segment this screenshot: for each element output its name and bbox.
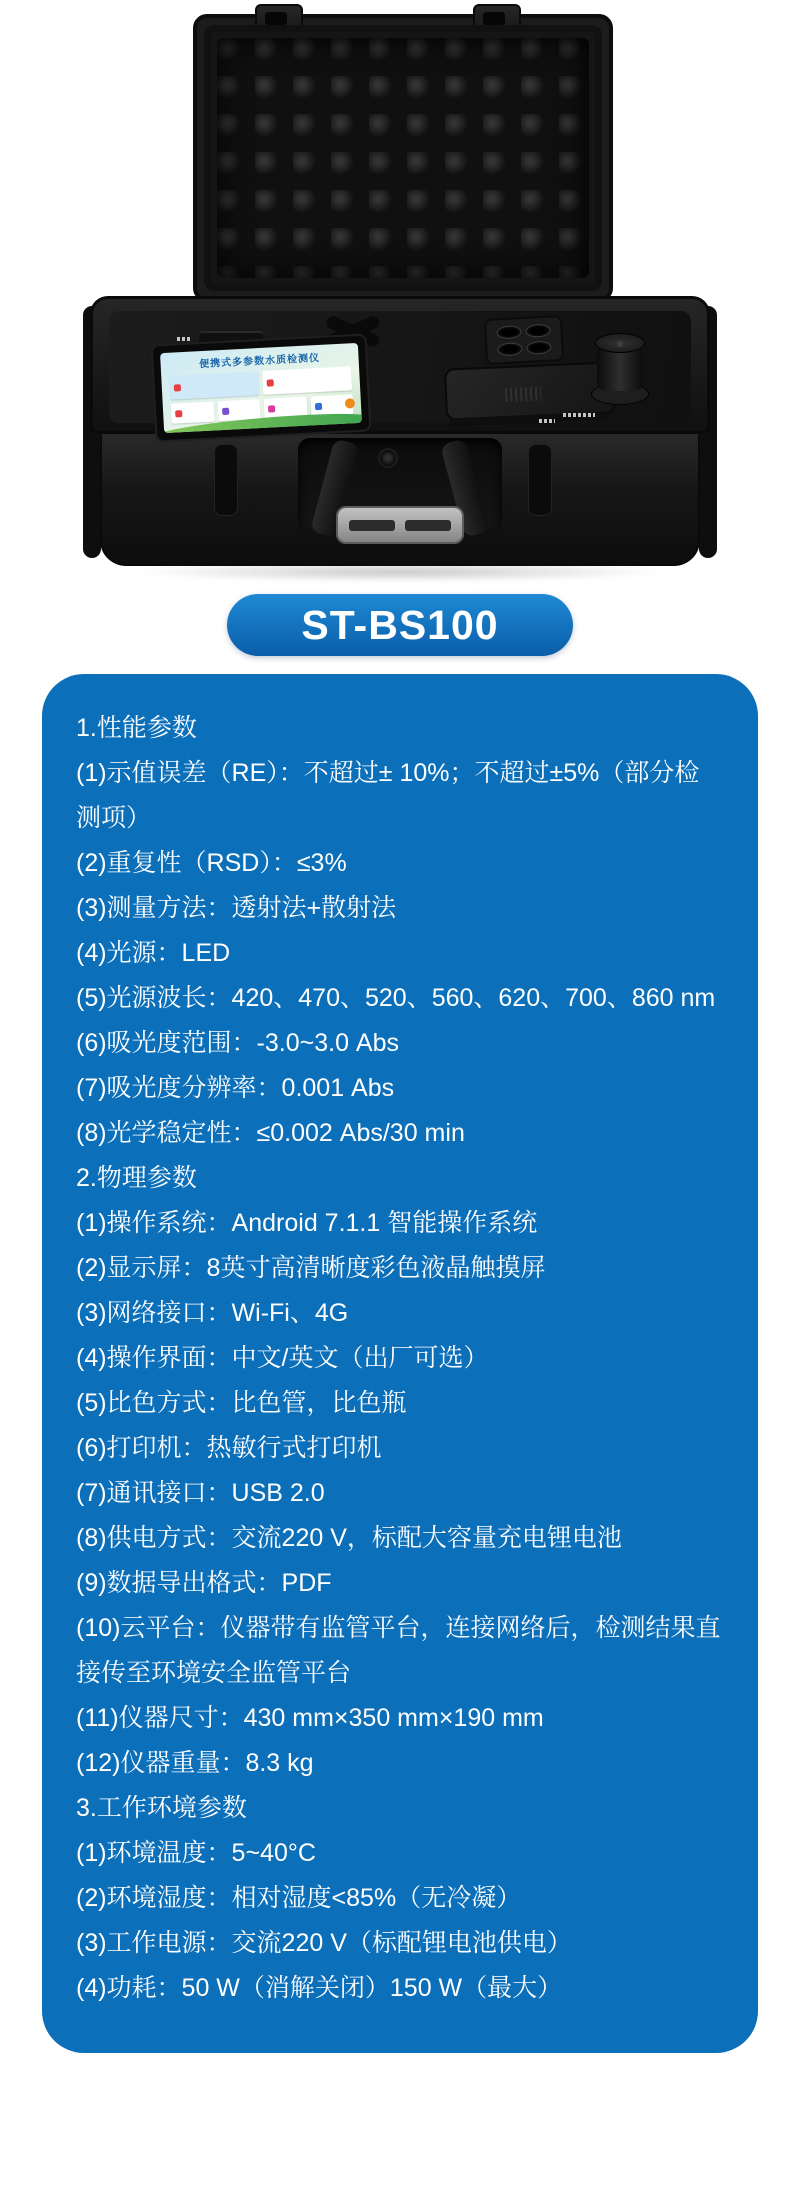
micro-label bbox=[539, 419, 555, 423]
spec-item: (8)供电方式：交流220 V，标配大容量充电锂电池 bbox=[76, 1524, 622, 1552]
spec-item: (2)环境湿度：相对湿度<85%（无冷凝） bbox=[76, 1884, 522, 1912]
product-photo bbox=[0, 0, 800, 588]
spec-section-title: 3.工作环境参数 bbox=[76, 1794, 247, 1822]
cuvette-hole bbox=[496, 325, 522, 339]
front-latch-right bbox=[528, 444, 552, 516]
screen-app-tile bbox=[169, 371, 259, 400]
tile-icon bbox=[174, 384, 181, 391]
spec-section-title: 1.性能参数 bbox=[76, 714, 197, 742]
tile-icon bbox=[175, 410, 182, 417]
spec-item: (1)示值误差（RE）：不超过± 10%；不超过±5%（部分检测项） bbox=[76, 759, 700, 832]
cuvette-hole bbox=[526, 341, 552, 355]
touchscreen bbox=[160, 343, 362, 433]
case-base bbox=[90, 296, 710, 572]
notification-badge bbox=[345, 398, 356, 409]
spec-item: (7)吸光度分辨率：0.001 Abs bbox=[76, 1074, 395, 1102]
spec-item: (3)工作电源：交流220 V（标配锂电池供电） bbox=[76, 1929, 572, 1957]
model-badge bbox=[227, 594, 573, 656]
screen-app-tile bbox=[262, 366, 352, 395]
micro-label bbox=[177, 337, 192, 341]
spec-item: (9)数据导出格式：PDF bbox=[76, 1569, 332, 1597]
spec-item: (1)操作系统：Android 7.1.1 智能操作系统 bbox=[76, 1209, 538, 1237]
spec-item: (1)环境温度：5~40°C bbox=[76, 1839, 316, 1867]
spec-item: (11)仪器尺寸：430 mm×350 mm×190 mm bbox=[76, 1704, 544, 1732]
lid-frame bbox=[204, 25, 602, 291]
screen-app-title: 便携式多参数水质检测仪 bbox=[198, 352, 321, 371]
spec-item: (8)光学稳定性：≤0.002 Abs/30 min bbox=[76, 1119, 465, 1147]
lid-foam-padding bbox=[217, 38, 589, 278]
screen-app-tile bbox=[171, 402, 214, 424]
tile-icon bbox=[267, 379, 274, 386]
carry-handle-grip bbox=[336, 506, 464, 544]
touchscreen-module bbox=[151, 333, 372, 442]
front-latch-left bbox=[214, 444, 238, 516]
spec-item: (5)比色方式：比色管，比色瓶 bbox=[76, 1389, 407, 1417]
spec-item: (5)光源波长：420、470、520、560、620、700、860 nm bbox=[76, 984, 716, 1012]
case-lid bbox=[193, 14, 613, 302]
grip-slot bbox=[349, 520, 395, 531]
cuvette-hole bbox=[525, 324, 551, 338]
spec-item: (2)重复性（RSD）：≤3% bbox=[76, 849, 347, 877]
instrument-deck bbox=[90, 296, 710, 434]
tile-icon bbox=[268, 405, 275, 412]
grip-slot bbox=[405, 520, 451, 531]
spec-item: (12)仪器重量：8.3 kg bbox=[76, 1749, 314, 1777]
spec-item: (6)吸光度范围：-3.0~3.0 Abs bbox=[76, 1029, 400, 1057]
spec-panel bbox=[42, 674, 758, 2053]
cuvette-hole bbox=[497, 342, 523, 356]
model-number: ST-BS100 bbox=[301, 601, 499, 648]
tile-icon bbox=[314, 402, 321, 409]
spec-item: (4)操作界面：中文/英文（出厂可选） bbox=[76, 1344, 489, 1372]
spec-item: (2)显示屏：8英寸高清晰度彩色液晶触摸屏 bbox=[76, 1254, 546, 1282]
spec-item: (6)打印机：热敏行式打印机 bbox=[76, 1434, 382, 1462]
hex-screw bbox=[378, 448, 398, 468]
spec-item: (10)云平台：仪器带有监管平台，连接网络后，检测结果直接传至环境安全监管平台 bbox=[76, 1614, 721, 1687]
spec-item: (3)网络接口：Wi-Fi、4G bbox=[76, 1299, 349, 1327]
spec-item: (7)通讯接口：USB 2.0 bbox=[76, 1479, 325, 1507]
spec-section-title: 2.物理参数 bbox=[76, 1164, 197, 1192]
colorimetric-chamber-knob bbox=[591, 333, 649, 405]
spec-list bbox=[76, 706, 724, 2011]
micro-label bbox=[563, 413, 595, 417]
knob-cap bbox=[595, 333, 645, 353]
spec-item: (4)光源：LED bbox=[76, 939, 231, 967]
spec-item: (3)测量方法：透射法+散射法 bbox=[76, 894, 397, 922]
tile-icon bbox=[221, 407, 228, 414]
spec-item: (4)功耗：50 W（消解关闭）150 W（最大） bbox=[76, 1974, 563, 2002]
cuvette-holder bbox=[484, 315, 564, 365]
